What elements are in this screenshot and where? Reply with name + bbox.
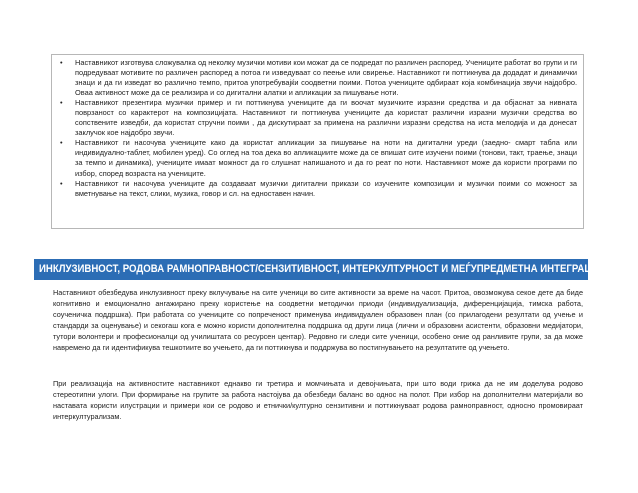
activities-list — [56, 58, 577, 199]
gender-equality-paragraph: При реализација на активностите наставникот еднакво ги третира и момчињата и девојчињата, при што води грижа да не им доделува родово стереотипни улоги. При формирање на групите за работа настојува да обезбеди баланс во однос на полот. При избор на дополнителни материјали во наставата користи илустрации и примери кои се родово и етнички/културно сензитивни и поттикнуваат родова рамноправност, односно промовираат интеркултурализам. — [53, 379, 583, 422]
list-item — [56, 58, 577, 98]
list-item-text: Наставникот ги насочува учениците да создаваат музички дигитални прикази со изучените композиции и музички поими со можност за вметнување на текст, слики, музика, говор и сл. на едноставен начин. — [75, 178, 577, 198]
bullet-icon: • — [60, 58, 63, 67]
activities-box — [51, 54, 584, 229]
list-item — [56, 138, 577, 178]
bullet-icon: • — [60, 178, 63, 188]
list-item — [56, 179, 577, 199]
inclusivity-paragraph: Наставникот обезбедува инклузивност преку вклучување на сите ученици во сите активности за време на часот. Притоа, овозможува секое дете да биде когнитивно и емоционално ангажирано преку користење на соодветни методички приоди (индивидуализација, диференцијација, тимска работа, соученичка поддршка). При работата со учениците со попреченост применува индивидуален образовен план (со прилагодени резултати од учење и стандарди за оценување) и секогаш кога е можно користи дополнителна поддршка од други лица (лични и образовни асистенти, образовни медијатори, тутори волонтери и професионалци од училиштата со ресурсен центар). Редовно ги следи сите ученици, особено оние од ранливите групи, за да може навремено да ги идентификува тешкотиите во учењето, да ги поттикнува и поддржува во постигнувањето на резултатите од учењето. — [53, 288, 583, 353]
list-item — [56, 98, 577, 138]
bullet-icon: • — [60, 138, 63, 148]
list-item-text: Наставникот презентира музички пример и ги поттикнува учениците да ги воочат музичките изразни средства и да објаснат за нивната поврзаност со карактерот на композицијата. Наставникот ги поттикнува учениците да користат различни изразни музички средства во сопствените изведби, да користат стручни поими , да дискутираат за примена на различни изразни средства на иста мелодија и да донесат заклучок кое најдобро звучи. — [75, 98, 577, 138]
section-banner — [34, 259, 611, 280]
section-heading: ИНКЛУЗИВНОСТ, РОДОВА РАМНОПРАВНОСТ/СЕНЗИТИВНОСТ, ИНТЕРКУЛТУРНОСТ И МЕЃУПРЕДМЕТНА ИНТЕГРАЦИЈА — [39, 263, 611, 275]
list-item-text: Наставникот изготвува сложувалка од неколку музички мотиви кои можат да се подредат по различен распоред. Учениците работат во групи и ги подредуваат мотивите по различен распоред а потоа ги изведуваат со пеење или свирење. Наставникот ги поттикнува да додадат и динамички знаци и да ги изведат во различно темпо, притоа употребувајќи соодветни поими. Потоа учениците одбираат која комбинација звучи најдобро. Оваа активност може да се реализира и со дигитални алатки и апликации за пишување ноти. — [75, 58, 577, 98]
bullet-icon: • — [60, 98, 63, 108]
list-item-text: Наставникот ги насочува учениците како да користат апликации за пишување на ноти на дигитални уреди (заедно- смарт табла или индивидуално-таблет, мобилен уред). Со оглед на тоа дека во апликациите може да се впишат сите изучени поими (тонови, такт, траење, знаци за темпо и динамика), учениците имаат можност да го слушнат напишаното и да го реат по ноти. Наставникот може да користи програми по избор, според возраста на учениците. — [75, 138, 577, 178]
